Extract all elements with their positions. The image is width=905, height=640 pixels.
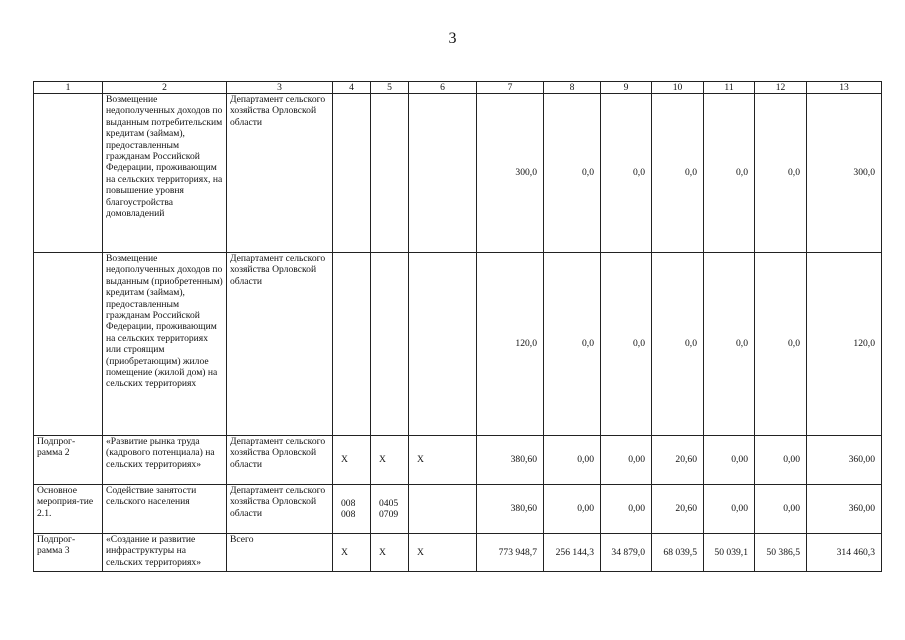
program-cell: Подпрог-рамма 2 — [34, 436, 103, 485]
value-cell: 360,00 — [807, 485, 882, 534]
description-cell: Возмещение недополученных доходов по выданным потребительским кредитам (займам), предоставленным гражданам Российской Федерации, проживающим на сельских территориях, на повышение уровня благоустройства домовладений — [103, 94, 227, 253]
code-cell — [371, 253, 409, 436]
column-header: 11 — [704, 82, 755, 94]
table-row — [34, 94, 882, 253]
value-cell: 20,60 — [652, 485, 704, 534]
value-cell: 0,00 — [601, 436, 652, 485]
value-cell: 0,00 — [755, 485, 807, 534]
column-header: 2 — [103, 82, 227, 94]
program-cell: Основное мероприя-тие 2.1. — [34, 485, 103, 534]
column-header: 5 — [371, 82, 409, 94]
value-cell: 0,0 — [544, 253, 601, 436]
code-cell — [371, 94, 409, 253]
table-row — [34, 436, 882, 485]
column-header: 4 — [333, 82, 371, 94]
code-cell: 0405 0709 — [371, 485, 409, 534]
value-cell: 50 386,5 — [755, 534, 807, 572]
value-cell: 120,0 — [477, 253, 544, 436]
table-row — [34, 253, 882, 436]
column-header: 7 — [477, 82, 544, 94]
code-cell — [333, 94, 371, 253]
code-cell: Х — [333, 436, 371, 485]
value-cell: 120,0 — [807, 253, 882, 436]
value-cell: 0,0 — [755, 253, 807, 436]
table-row — [34, 485, 882, 534]
column-header: 12 — [755, 82, 807, 94]
description-cell: «Создание и развитие инфраструктуры на сельских территориях» — [103, 534, 227, 572]
code-cell: Х — [371, 436, 409, 485]
value-cell: 50 039,1 — [704, 534, 755, 572]
value-cell: 0,0 — [544, 94, 601, 253]
code-cell — [409, 253, 477, 436]
column-header: 9 — [601, 82, 652, 94]
header-row — [34, 82, 882, 94]
program-cell — [34, 94, 103, 253]
value-cell: 0,0 — [601, 94, 652, 253]
budget-table — [33, 81, 882, 572]
value-cell: 300,0 — [807, 94, 882, 253]
code-cell — [333, 253, 371, 436]
code-cell: Х — [409, 534, 477, 572]
program-cell — [34, 253, 103, 436]
column-header: 13 — [807, 82, 882, 94]
value-cell: 34 879,0 — [601, 534, 652, 572]
code-cell: Х — [409, 436, 477, 485]
column-header: 6 — [409, 82, 477, 94]
value-cell: 0,0 — [601, 253, 652, 436]
executor-cell: Всего — [227, 534, 333, 572]
code-cell — [409, 94, 477, 253]
value-cell: 0,0 — [652, 94, 704, 253]
value-cell: 20,60 — [652, 436, 704, 485]
value-cell: 0,00 — [704, 485, 755, 534]
column-header: 10 — [652, 82, 704, 94]
executor-cell: Департамент сельского хозяйства Орловской области — [227, 485, 333, 534]
value-cell: 0,00 — [544, 485, 601, 534]
value-cell: 0,00 — [755, 436, 807, 485]
value-cell: 380,60 — [477, 485, 544, 534]
value-cell: 0,0 — [652, 253, 704, 436]
value-cell: 0,0 — [755, 94, 807, 253]
value-cell: 360,00 — [807, 436, 882, 485]
description-cell: Возмещение недополученных доходов по выданным (приобретенным) кредитам (займам), предоставленным гражданам Российской Федерации, проживающим на сельских территориях или строящим (приобретающим) жилое помещение (жилой дом) на сельских территориях — [103, 253, 227, 436]
value-cell: 0,00 — [704, 436, 755, 485]
code-cell: Х — [371, 534, 409, 572]
column-header: 3 — [227, 82, 333, 94]
value-cell: 773 948,7 — [477, 534, 544, 572]
column-header: 1 — [34, 82, 103, 94]
value-cell: 68 039,5 — [652, 534, 704, 572]
value-cell: 300,0 — [477, 94, 544, 253]
value-cell: 0,00 — [544, 436, 601, 485]
value-cell: 314 460,3 — [807, 534, 882, 572]
value-cell: 0,0 — [704, 94, 755, 253]
page-number: 3 — [448, 30, 457, 47]
value-cell: 380,60 — [477, 436, 544, 485]
value-cell: 0,00 — [601, 485, 652, 534]
column-header: 8 — [544, 82, 601, 94]
description-cell: «Развитие рынка труда (кадрового потенциала) на сельских территориях» — [103, 436, 227, 485]
code-cell: 008 008 — [333, 485, 371, 534]
executor-cell: Департамент сельского хозяйства Орловской области — [227, 253, 333, 436]
value-cell: 0,0 — [704, 253, 755, 436]
code-cell — [409, 485, 477, 534]
description-cell: Содействие занятости сельского населения — [103, 485, 227, 534]
executor-cell: Департамент сельского хозяйства Орловской области — [227, 436, 333, 485]
code-cell: Х — [333, 534, 371, 572]
program-cell: Подпрог-рамма 3 — [34, 534, 103, 572]
executor-cell: Департамент сельского хозяйства Орловской области — [227, 94, 333, 253]
table-row — [34, 534, 882, 572]
value-cell: 256 144,3 — [544, 534, 601, 572]
